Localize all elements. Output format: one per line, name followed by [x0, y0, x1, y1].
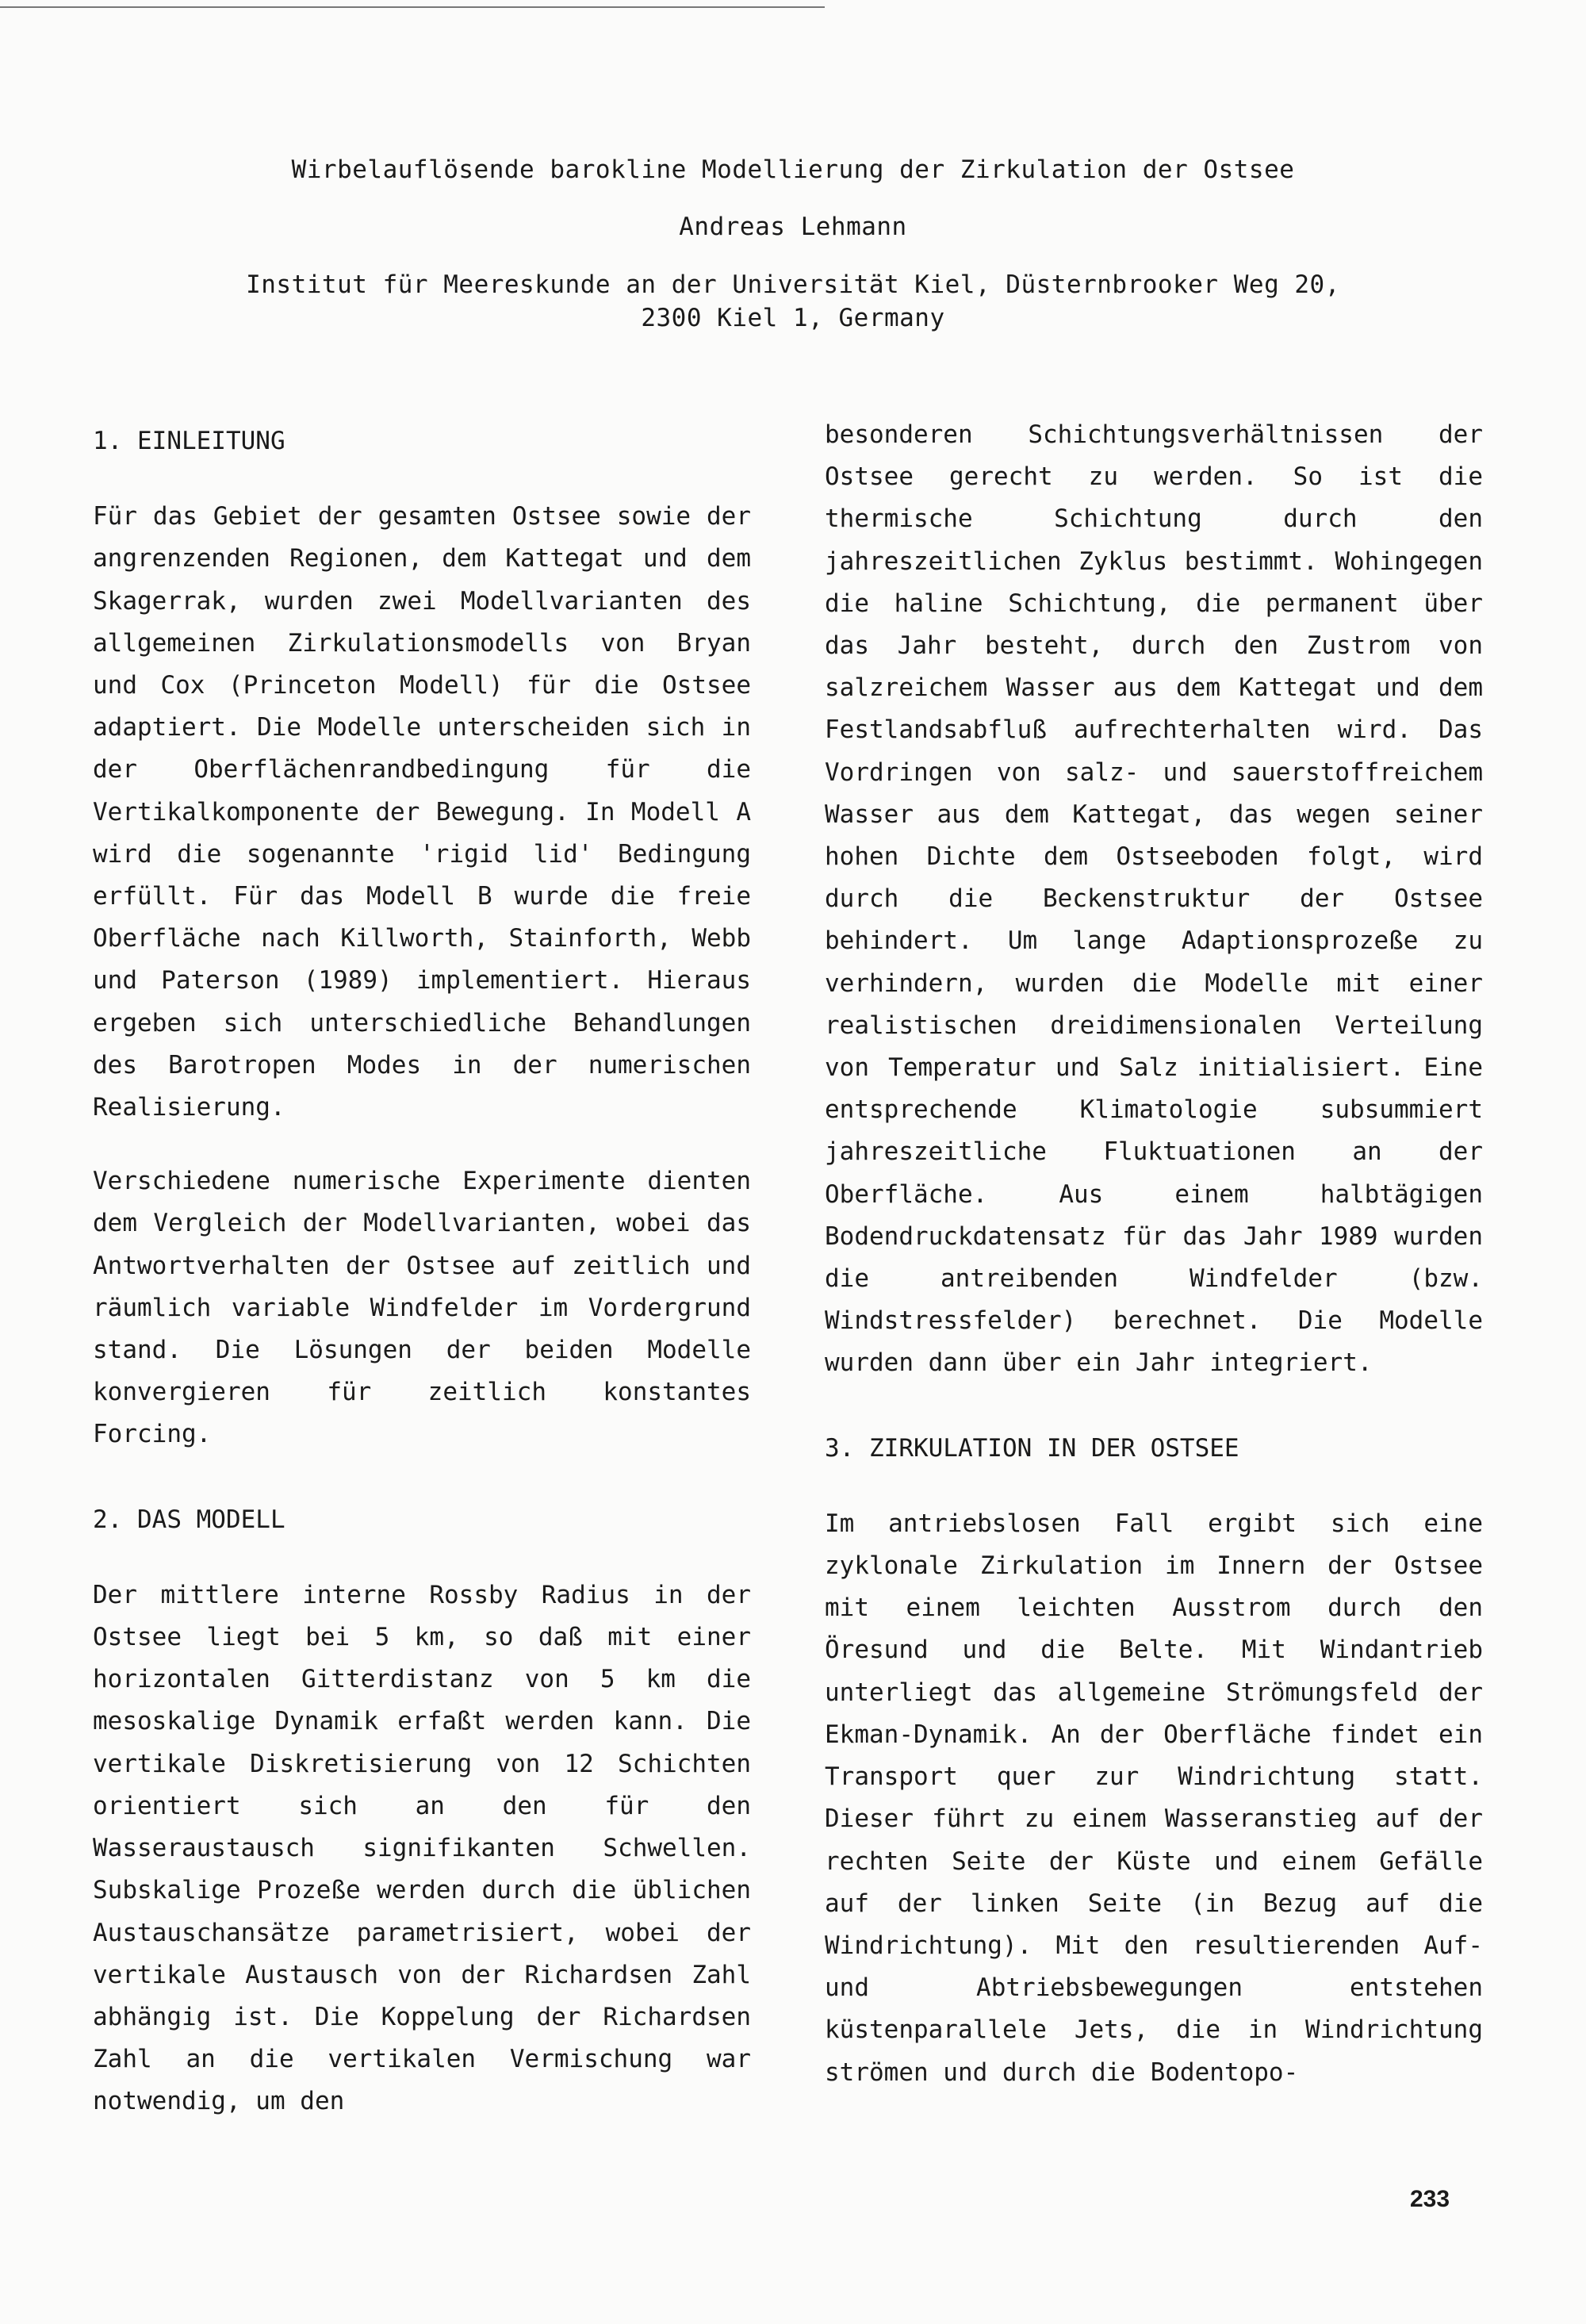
- paper-affiliation: [0, 268, 1586, 335]
- modell-paragraph-1-continued: besonderen Schichtungsverhältnissen der Ostsee gerecht zu werden. So ist die thermische Schichtung durch den jahreszeitlichen Zyklus bestimmt. Wohingegen die haline Schichtung, die permanent über das Jahr besteht, durch den Zustrom von salzreichem Wasser aus dem Kattegat und dem Festlandsabfluß aufrechterhalten wird. Das Vordringen von salz- und sauerstoffreichem Wasser aus dem Kattegat, das wegen seiner hohen Dichte dem Ostseeboden folgt, wird durch die Beckenstruktur der Ostsee behindert. Um lange Adaptionsprozeße zu verhindern, wurden die Modelle mit einer realistischen dreidimensionalen Verteilung von Temperatur und Salz initialisiert. Eine entsprechende Klimatologie subsummiert jahreszeitliche Fluktuationen an der Oberfläche. Aus einem halbtägigen Bodendruckdatensatz für das Jahr 1989 wurden die antreibenden Windfelder (bzw. Windstressfelder) berechnet. Die Modelle wurden dann über ein Jahr integriert.: [825, 420, 1483, 1378]
- section-heading-modell: 2. DAS MODELL: [93, 1505, 285, 1534]
- zirkulation-paragraph-1: Im antriebslosen Fall ergibt sich eine zyklonale Zirkulation im Innern der Ostsee mit einem leichten Ausstrom durch den Öresund und die Belte. Mit Windantrieb unterliegt das allgemeine Strömungsfeld der Ekman-Dynamik. An der Oberfläche findet ein Transport quer zur Windrichtung statt. Dieser führt zu einem Wasseranstieg auf der rechten Seite der Küste und einem Gefälle auf der linken Seite (in Bezug auf die Windrichtung). Mit den resultierenden Auf- und Abtriebsbewegungen entstehen küstenparallele Jets, die in Windrichtung strömen und durch die Bodentopo-: [825, 1509, 1483, 2087]
- section-heading-zirkulation: 3. ZIRKULATION IN DER OSTSEE: [825, 1433, 1239, 1463]
- top-rule: [0, 6, 825, 8]
- page-number: 233: [1410, 2186, 1450, 2212]
- affiliation-line-1: Institut für Meereskunde an der Universität Kiel, Düsternbrooker Weg 20,: [246, 270, 1340, 299]
- section-heading-einleitung: 1. EINLEITUNG: [93, 427, 285, 455]
- modell-paragraph-1: Der mittlere interne Rossby Radius in der Ostsee liegt bei 5 km, so daß mit einer horizontalen Gitterdistanz von 5 km die mesoskalige Dynamik erfaßt werden kann. Die vertikale Diskretisierung von 12 Schichten orientiert sich an den für den Wasseraustausch signifikanten Schwellen. Subskalige Prozeße werden durch die üblichen Austauschansätze parametrisiert, wobei der vertikale Austausch von der Richardsen Zahl abhängig ist. Die Koppelung der Richardsen Zahl an die vertikalen Vermischung war notwendig, um den: [93, 1580, 751, 2116]
- paper-author: Andreas Lehmann: [679, 213, 907, 241]
- left-column: [93, 420, 751, 2123]
- paper-title: Wirbelauflösende barokline Modellierung der Zirkulation der Ostsee: [291, 155, 1295, 184]
- right-column: [825, 414, 1483, 2094]
- einleitung-paragraph-1: Für das Gebiet der gesamten Ostsee sowie der angrenzenden Regionen, dem Kattegat und dem Skagerrak, wurden zwei Modellvarianten des allgemeinen Zirkulationsmodells von Bryan und Cox (Princeton Modell) für die Ostsee adaptiert. Die Modelle unterscheiden sich in der Oberflächenrandbedingung für die Vertikalkomponente der Bewegung. In Modell A wird die sogenannte 'rigid lid' Bedingung erfüllt. Für das Modell B wurde die freie Oberfläche nach Killworth, Stainforth, Webb und Paterson (1989) implementiert. Hieraus ergeben sich unterschiedliche Behandlungen des Barotropen Modes in der numerischen Realisierung.: [93, 502, 751, 1122]
- affiliation-line-2: 2300 Kiel 1, Germany: [641, 304, 945, 332]
- einleitung-paragraph-2: Verschiedene numerische Experimente dienten dem Vergleich der Modellvarianten, wobei das Antwortverhalten der Ostsee auf zeitlich und räumlich variable Windfelder im Vordergrund stand. Die Lösungen der beiden Modelle konvergieren für zeitlich konstantes Forcing.: [93, 1167, 751, 1449]
